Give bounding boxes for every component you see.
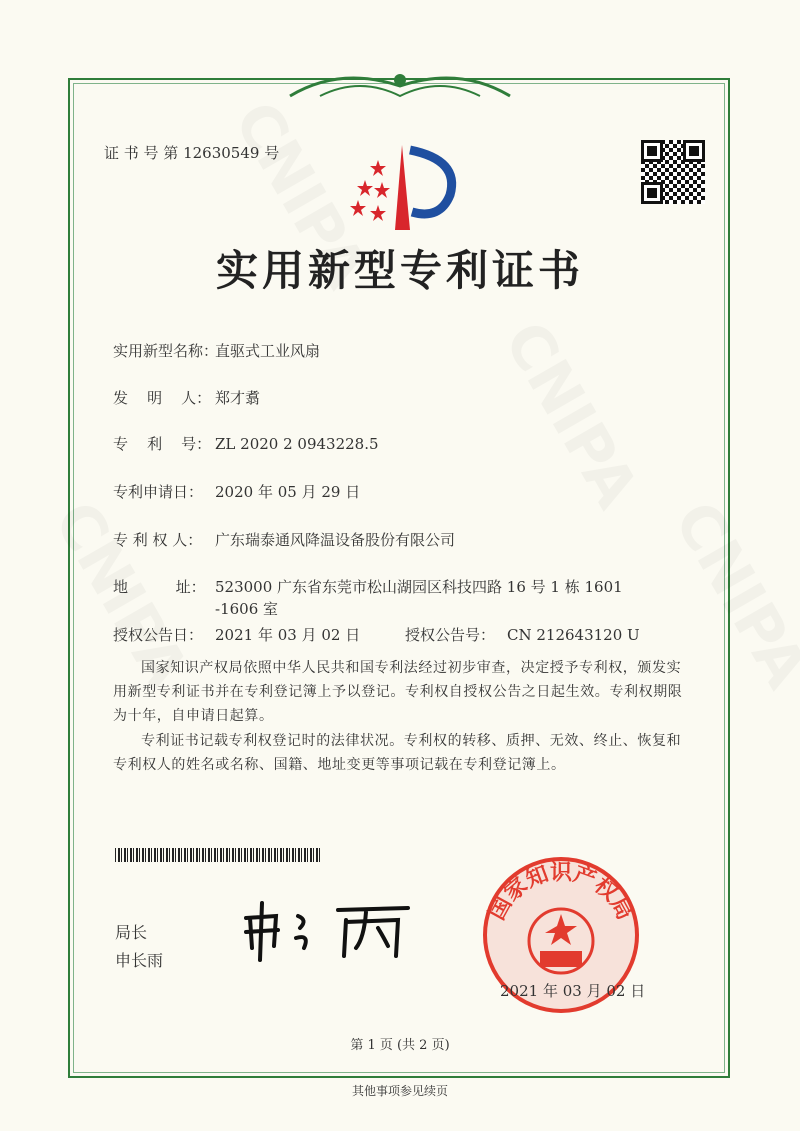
field-label: 地 址： (113, 578, 206, 596)
field-value: 523000 广东省东莞市松山湖园区科技四路 16 号 1 栋 1601-1606 室 (215, 578, 623, 618)
field-utility-model-name (113, 340, 625, 362)
field-value: 2021 年 03 月 02 日 (215, 626, 361, 644)
field-address (113, 576, 625, 620)
field-label: 专 利 权 人： (113, 531, 203, 549)
director-name: 申长雨 (115, 951, 164, 970)
field-value: 直驱式工业风扇 (215, 342, 321, 360)
qr-code (641, 140, 705, 204)
field-value: CN 212643120 U (507, 626, 640, 644)
field-label: 专利申请日： (113, 483, 204, 501)
field-label: 授权公告号： (405, 626, 496, 644)
field-value: ZL 2020 2 0943228.5 (215, 435, 379, 453)
field-grant-date (113, 624, 647, 646)
field-value: 2020 年 05 月 29 日 (215, 483, 361, 501)
field-patent-number (113, 433, 625, 455)
field-label: 发 明 人： (113, 389, 212, 407)
barcode (115, 848, 320, 862)
page-title: 实用新型专利证书 (215, 246, 584, 295)
cnipa-logo (340, 140, 465, 232)
paragraph: 专利证书记载专利权登记时的法律状况。专利权的转移、质押、无效、终止、恢复和专利权人的姓名或名称、国籍、地址变更等事项记载在专利登记簿上。 (113, 733, 682, 773)
page-number: 第 1 页 (共 2 页) (350, 1038, 450, 1053)
field-value: 郑才翥 (215, 389, 261, 407)
footer-note: 其他事项参见续页 (351, 1084, 448, 1098)
svg-text:国家知识产权局: 国家知识产权局 (484, 860, 638, 925)
field-label: 专 利 号： (113, 435, 212, 453)
field-label: 实用新型名称： (113, 342, 219, 360)
paragraph: 国家知识产权局依照中华人民共和国专利法经过初步审查，决定授予专利权，颁发实用新型专利证书并在专利登记簿上予以登记。专利权自授权公告之日起生效。专利权期限为十年，自申请日起算。 (113, 660, 683, 724)
field-patentee (113, 529, 625, 551)
field-application-date (113, 481, 625, 503)
field-label: 授权公告日： (113, 626, 204, 644)
director-title: 局长 (115, 923, 148, 942)
signature (238, 898, 418, 962)
seal-date: 2021 年 03 月 02 日 (500, 982, 646, 1000)
field-value: 广东瑞泰通风降温设备股份有限公司 (215, 531, 456, 549)
top-ornament (280, 66, 520, 106)
certificate-number: 证 书 号 第 12630549 号 (104, 144, 280, 162)
field-inventor (113, 387, 625, 409)
